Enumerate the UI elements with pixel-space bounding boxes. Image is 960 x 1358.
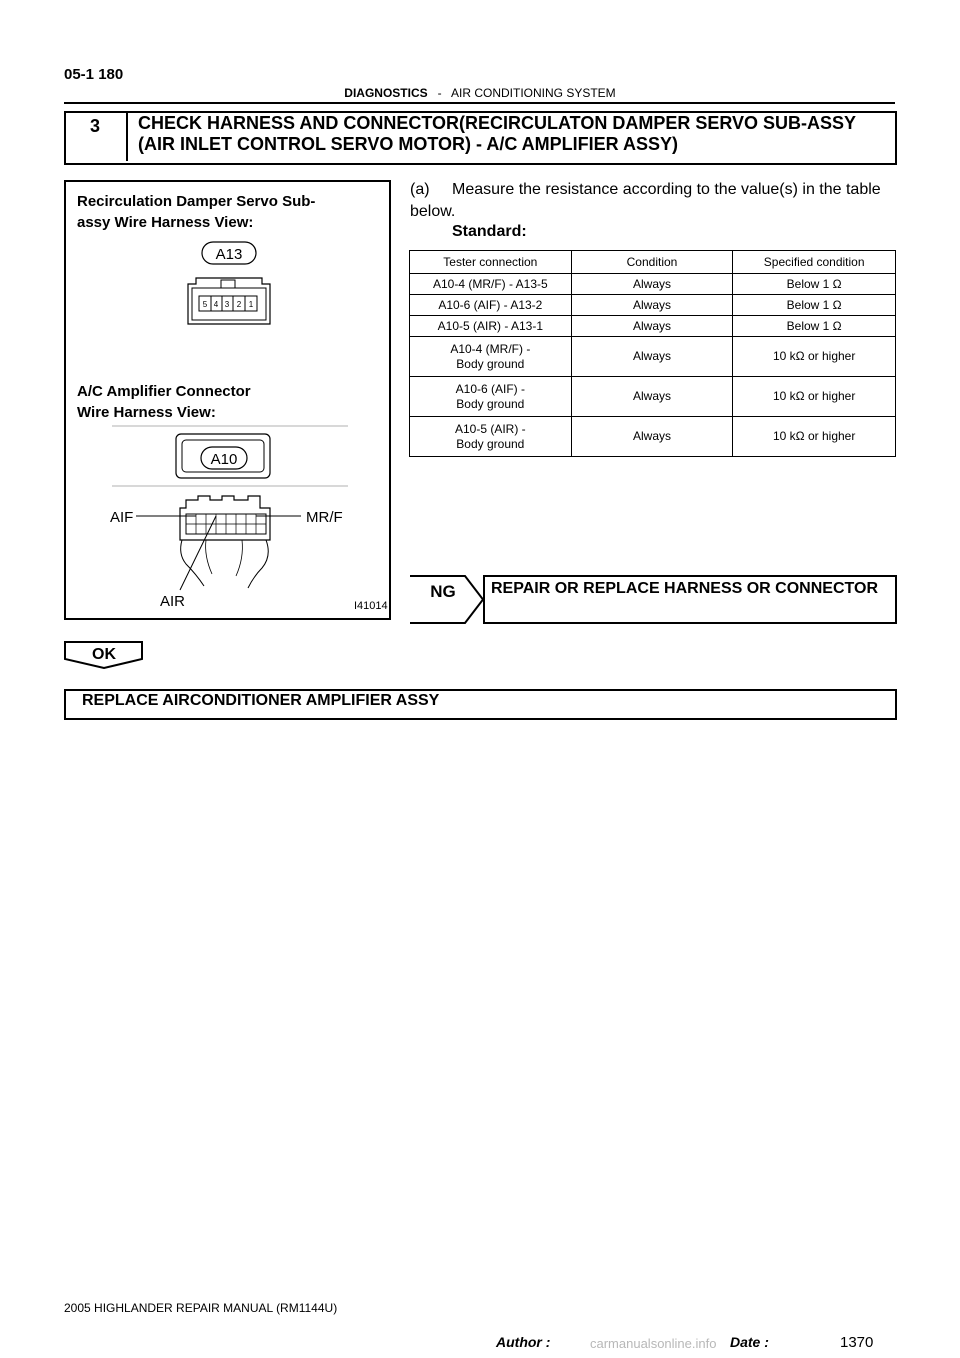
table-row [410,316,896,337]
a13-pin-2: 2 [236,300,242,309]
table-header-row [410,251,896,274]
watermark: carmanualsonline.info [590,1336,717,1351]
instruction [410,179,896,223]
cell-condition: Always [571,274,733,295]
subsection-name: AIR CONDITIONING SYSTEM [451,86,616,100]
footer-page-number: 1370 [840,1334,874,1351]
ng-arrow-tag [409,575,485,624]
cell-connection-line2: Body ground [456,356,525,371]
step-title: CHECK HARNESS AND CONNECTOR(RECIRCULATON DAMPER SERVO SUB-ASSY (AIR INLET CONTROL SERVO MOTOR) - A/C AMPLIFIER ASSY) [138,113,856,154]
header-rule [64,102,895,104]
standard-label: Standard: [452,223,527,240]
table-row [410,337,896,377]
cell-spec: Below 1 Ω [733,295,896,316]
cell-condition: Always [571,295,733,316]
connector-figure [64,180,391,620]
cell-connection-line2: Body ground [456,396,525,411]
a13-pin-3: 3 [224,300,230,309]
table-row [410,377,896,417]
cell-connection: A10-6 (AIF) - A13-2 [410,295,572,316]
instruction-text: Measure the resistance according to the value(s) in the table below. [410,181,881,220]
final-action-text: REPLACE AIRCONDITIONER AMPLIFIER ASSY [82,692,440,709]
step-number: 3 [64,111,128,161]
cell-connection [410,417,572,457]
spec-table [409,250,896,457]
instruction-number: (a) [410,181,430,198]
cell-connection-line1: A10-4 (MR/F) - [450,341,531,356]
pin-label-air: AIR [160,593,186,610]
cell-condition: Always [571,337,733,377]
cell-connection [410,377,572,417]
pin-label-mrf: MR/F [306,509,343,526]
ng-label: NG [430,582,456,601]
cell-connection-line1: A10-5 (AIR) - [454,421,526,436]
table-row [410,417,896,457]
footer-date: Date : [730,1334,769,1350]
cell-condition: Always [571,377,733,417]
connector-a10-label: A10 [210,451,238,468]
header-separator: - [437,86,442,100]
table-row [410,295,896,316]
figure-label-amp-line1: A/C Amplifier Connector [77,383,251,400]
cell-connection [410,337,572,377]
page-number: 05-1 180 [64,66,124,83]
footer-author: Author : [496,1334,551,1350]
a13-pin-1: 1 [248,300,254,309]
ok-label: OK [92,646,116,663]
header-tester-connection: Tester connection [410,251,572,274]
header-specified-condition: Specified condition [733,251,896,274]
figure-label-servo-line1: Recirculation Damper Servo Sub- [77,193,316,210]
cell-connection-line2: Body ground [456,436,525,451]
ok-tag [64,641,144,669]
cell-condition: Always [571,417,733,457]
a13-pin-4: 4 [213,300,219,309]
figure-id: I41014 [354,600,388,612]
ng-action-text: REPAIR OR REPLACE HARNESS OR CONNECTOR [491,580,878,597]
section-name: DIAGNOSTICS [344,86,428,100]
connector-a13-label: A13 [215,246,243,263]
pin-label-aif: AIF [110,509,134,526]
cell-spec: Below 1 Ω [733,274,896,295]
running-header [0,86,960,100]
cell-spec: 10 kΩ or higher [733,337,896,377]
table-row [410,274,896,295]
cell-connection: A10-4 (MR/F) - A13-5 [410,274,572,295]
cell-connection-line1: A10-6 (AIF) - [455,381,526,396]
footer-manual-title: 2005 HIGHLANDER REPAIR MANUAL (RM1144U) [64,1301,338,1315]
figure-label-servo-line2: assy Wire Harness View: [77,214,254,231]
connector-a13-diagram [166,238,286,328]
header-condition: Condition [571,251,733,274]
connector-a10-diagram [86,424,356,614]
cell-condition: Always [571,316,733,337]
cell-spec: 10 kΩ or higher [733,377,896,417]
cell-spec: 10 kΩ or higher [733,417,896,457]
cell-connection: A10-5 (AIR) - A13-1 [410,316,572,337]
cell-spec: Below 1 Ω [733,316,896,337]
figure-label-amp-line2: Wire Harness View: [77,404,216,421]
a13-pin-5: 5 [202,300,208,309]
